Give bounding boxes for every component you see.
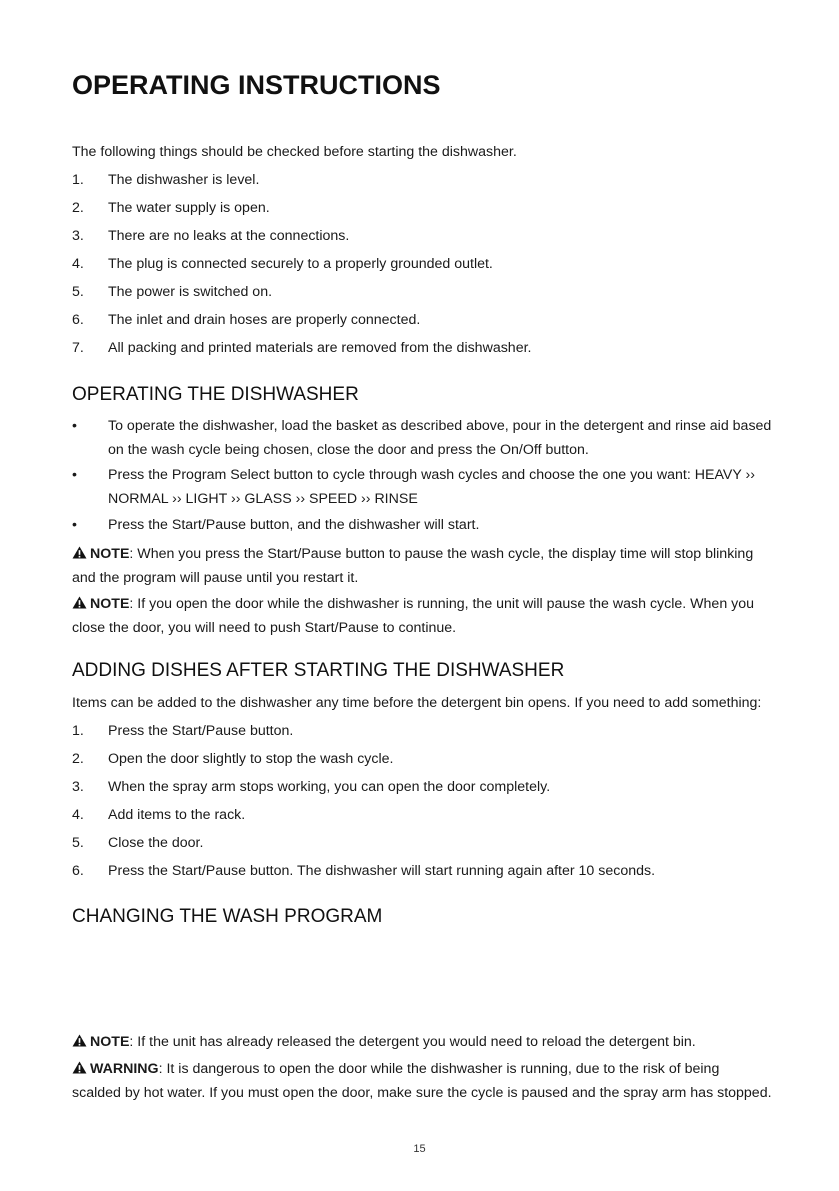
warning-icon <box>72 1034 87 1047</box>
list-text: When the spray arm stops working, you can open the door completely. <box>108 779 551 795</box>
list-text: All packing and printed materials are removed from the dishwasher. <box>108 340 532 356</box>
list-text: Press the Start/Pause button. The dishwasher will start running again after 10 seconds. <box>108 863 656 879</box>
note-block <box>72 542 772 590</box>
note-text: : If you open the door while the dishwasher is running, the unit will pause the wash cycle. When you close the door, you will need to push Start/Pause to continue. <box>72 596 755 636</box>
checklist-intro: The following things should be checked before starting the dishwasher. <box>72 144 517 160</box>
list-number: 2. <box>72 751 84 767</box>
bullet-icon: • <box>72 418 77 434</box>
section-heading-changing: CHANGING THE WASH PROGRAM <box>72 906 383 927</box>
list-number: 3. <box>72 228 84 244</box>
list-number: 1. <box>72 723 84 739</box>
list-text: The inlet and drain hoses are properly connected. <box>108 312 421 328</box>
warning-text: : It is dangerous to open the door while the dishwasher is running, due to the risk of being scalded by hot water. If you must open the door, make sure the cycle is paused and the spray arm has stopped. <box>72 1061 772 1101</box>
warning-icon <box>72 546 87 559</box>
adding-intro: Items can be added to the dishwasher any time before the detergent bin opens. If you need to add something: <box>72 695 762 711</box>
warning-icon <box>72 1061 87 1074</box>
page-title: OPERATING INSTRUCTIONS <box>72 70 441 100</box>
list-text: The plug is connected securely to a properly grounded outlet. <box>108 256 493 272</box>
list-text: The water supply is open. <box>108 200 270 216</box>
bullet-text: Press the Start/Pause button, and the dishwasher will start. <box>108 517 480 533</box>
list-number: 6. <box>72 312 84 328</box>
section-heading-operating: OPERATING THE DISHWASHER <box>72 384 359 405</box>
warning-label: WARNING <box>90 1061 159 1077</box>
note-label: NOTE <box>90 546 130 562</box>
note-label: NOTE <box>90 1034 130 1050</box>
bullet-text: To operate the dishwasher, load the basket as described above, pour in the detergent and rinse aid based on the wash cycle being chosen, close the door and press the On/Off button. <box>108 418 772 458</box>
note-label: NOTE <box>90 596 130 612</box>
bullet-item <box>72 513 772 537</box>
list-text: The dishwasher is level. <box>108 172 260 188</box>
note-text: : If the unit has already released the detergent you would need to reload the detergent bin. <box>129 1034 696 1050</box>
list-number: 5. <box>72 284 84 300</box>
list-text: Add items to the rack. <box>108 807 246 823</box>
list-text: There are no leaks at the connections. <box>108 228 350 244</box>
bullet-icon: • <box>72 517 77 533</box>
bullet-icon: • <box>72 467 77 483</box>
list-number: 6. <box>72 863 84 879</box>
list-number: 4. <box>72 807 84 823</box>
section-heading-adding: ADDING DISHES AFTER STARTING THE DISHWASHER <box>72 660 565 681</box>
note-text: : When you press the Start/Pause button to pause the wash cycle, the display time will stop blinking and the program will pause until you restart it. <box>72 546 754 586</box>
list-text: The power is switched on. <box>108 284 273 300</box>
list-number: 5. <box>72 835 84 851</box>
list-text: Open the door slightly to stop the wash cycle. <box>108 751 394 767</box>
list-text: Close the door. <box>108 835 204 851</box>
list-number: 3. <box>72 779 84 795</box>
bullet-item <box>72 463 772 511</box>
bullet-item <box>72 414 772 462</box>
list-number: 4. <box>72 256 84 272</box>
bullet-text: Press the Program Select button to cycle through wash cycles and choose the one you want: HEAVY ›› NORMAL ›› LIGHT ›› GLASS ›› SPEED ›› RINSE <box>108 467 755 507</box>
page-number: 15 <box>413 1143 426 1155</box>
note-block <box>72 1030 772 1054</box>
warning-block <box>72 1057 772 1105</box>
note-block <box>72 592 772 640</box>
list-number: 1. <box>72 172 84 188</box>
list-number: 7. <box>72 340 84 356</box>
warning-icon <box>72 596 87 609</box>
list-number: 2. <box>72 200 84 216</box>
list-text: Press the Start/Pause button. <box>108 723 294 739</box>
